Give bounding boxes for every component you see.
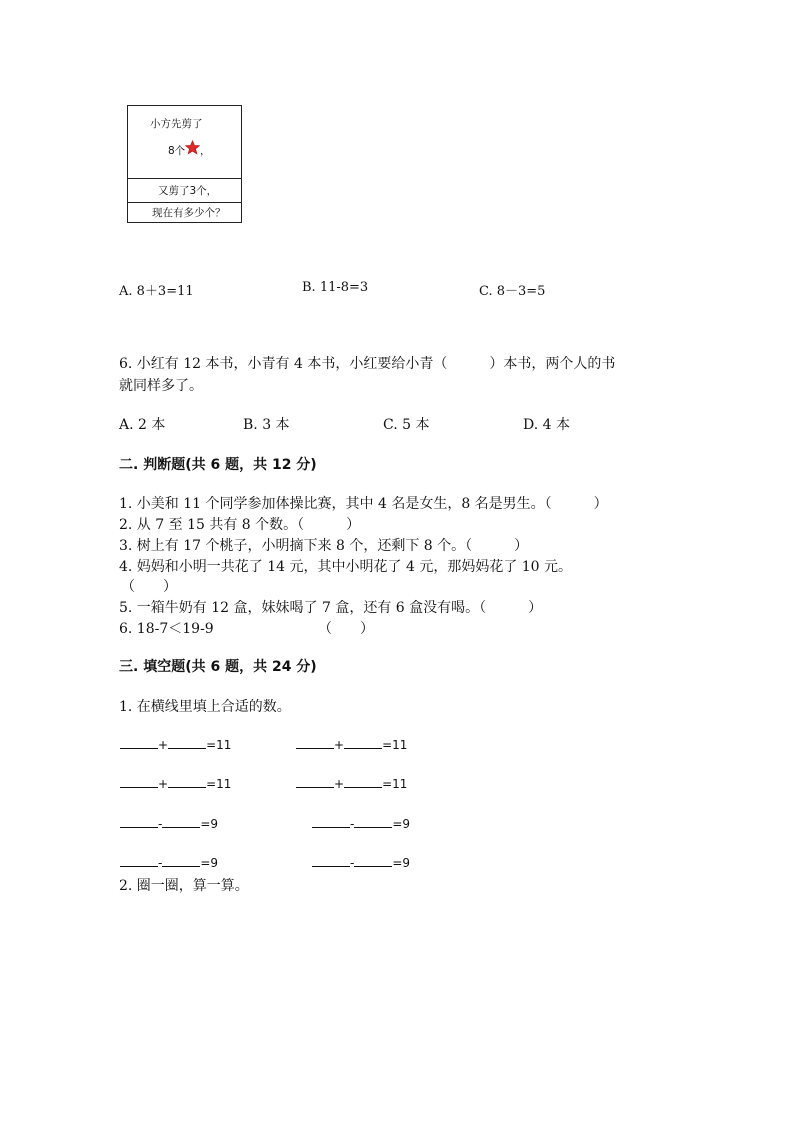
picture-line-2: 又剪了3个，: [158, 185, 218, 197]
fill-q1-text: 1. 在横线里填上合适的数。: [119, 699, 291, 715]
picture-row-2: [128, 178, 241, 203]
section-3-title: 三. 填空题(共 6 题，共 24 分): [119, 659, 317, 675]
judge-item-6-bracket: （ ）: [318, 621, 374, 637]
judge-item-4: 4. 妈妈和小明一共花了 14 元，其中小明花了 4 元，那妈妈花了 10 元。: [119, 559, 573, 575]
answer-blank[interactable]: [168, 737, 206, 749]
equals-11: =11: [206, 777, 232, 791]
minus-sign: -: [158, 817, 163, 831]
equation-7: [120, 855, 218, 870]
answer-blank[interactable]: [354, 816, 392, 828]
q6-text-line-1: 6. 小红有 12 本书，小青有 4 本书，小红要给小青（ ）本书，两个人的书: [119, 356, 616, 372]
equals-11: =11: [382, 738, 408, 752]
equals-9: =9: [392, 856, 411, 870]
answer-blank[interactable]: [354, 855, 392, 867]
q6-text-line-2: 就同样多了。: [119, 378, 203, 394]
plus-sign: +: [158, 738, 169, 752]
minus-sign: -: [350, 856, 355, 870]
answer-blank[interactable]: [162, 816, 200, 828]
answer-blank[interactable]: [296, 737, 334, 749]
equation-1: [120, 737, 231, 752]
answer-blank[interactable]: [120, 737, 158, 749]
answer-blank[interactable]: [162, 855, 200, 867]
picture-line-1: 小方先剪了: [150, 118, 203, 130]
judge-item-6: 6. 18-7＜19-9: [119, 621, 214, 637]
equation-3: [120, 776, 231, 791]
equals-9: =9: [392, 817, 411, 831]
q6-option-a: A. 2 本: [119, 417, 166, 433]
equals-11: =11: [382, 777, 408, 791]
equation-4: [296, 776, 407, 791]
q5-option-a: A. 8＋3=11: [119, 284, 194, 299]
q6-option-d: D. 4 本: [523, 417, 570, 433]
equation-6: [312, 816, 410, 831]
judge-item-4-bracket: （ ）: [121, 579, 177, 595]
equals-9: =9: [200, 817, 219, 831]
equation-8: [312, 855, 410, 870]
picture-row-1: [128, 106, 241, 179]
picture-row-3: [128, 202, 241, 223]
minus-sign: -: [350, 817, 355, 831]
answer-blank[interactable]: [168, 776, 206, 788]
judge-item-2: 2. 从 7 至 15 共有 8 个数。（ ）: [119, 517, 361, 533]
section-2-title: 二. 判断题(共 6 题，共 12 分): [119, 457, 317, 473]
answer-blank[interactable]: [344, 776, 382, 788]
equals-11: =11: [206, 738, 232, 752]
minus-sign: -: [158, 856, 163, 870]
answer-blank[interactable]: [120, 816, 158, 828]
answer-blank[interactable]: [312, 816, 350, 828]
plus-sign: +: [158, 777, 169, 791]
answer-blank[interactable]: [312, 855, 350, 867]
q6-option-b: B. 3 本: [243, 417, 290, 433]
judge-item-3: 3. 树上有 17 个桃子，小明摘下来 8 个，还剩下 8 个。（ ）: [119, 538, 529, 554]
q5-option-c: C. 8－3=5: [479, 284, 546, 299]
q5-option-b: B. 11-8=3: [302, 280, 369, 295]
picture-line-3: 现在有多少个？: [152, 207, 226, 219]
judge-item-5: 5. 一箱牛奶有 12 盒，妹妹喝了 7 盒，还有 6 盒没有喝。（ ）: [119, 600, 543, 616]
word-problem-picture: [127, 105, 242, 223]
equals-9: =9: [200, 856, 219, 870]
equation-5: [120, 816, 218, 831]
answer-blank[interactable]: [344, 737, 382, 749]
q6-option-c: C. 5 本: [383, 417, 430, 433]
answer-blank[interactable]: [120, 855, 158, 867]
plus-sign: +: [334, 738, 345, 752]
answer-blank[interactable]: [296, 776, 334, 788]
star-icon: [185, 140, 200, 155]
fill-q2-text: 2. 圈一圈，算一算。: [119, 878, 249, 894]
answer-blank[interactable]: [120, 776, 158, 788]
picture-count: 8个: [168, 145, 186, 157]
picture-comma: ，: [200, 145, 211, 157]
judge-item-1: 1. 小美和 11 个同学参加体操比赛，其中 4 名是女生，8 名是男生。（ ）: [119, 496, 608, 512]
equation-2: [296, 737, 407, 752]
plus-sign: +: [334, 777, 345, 791]
